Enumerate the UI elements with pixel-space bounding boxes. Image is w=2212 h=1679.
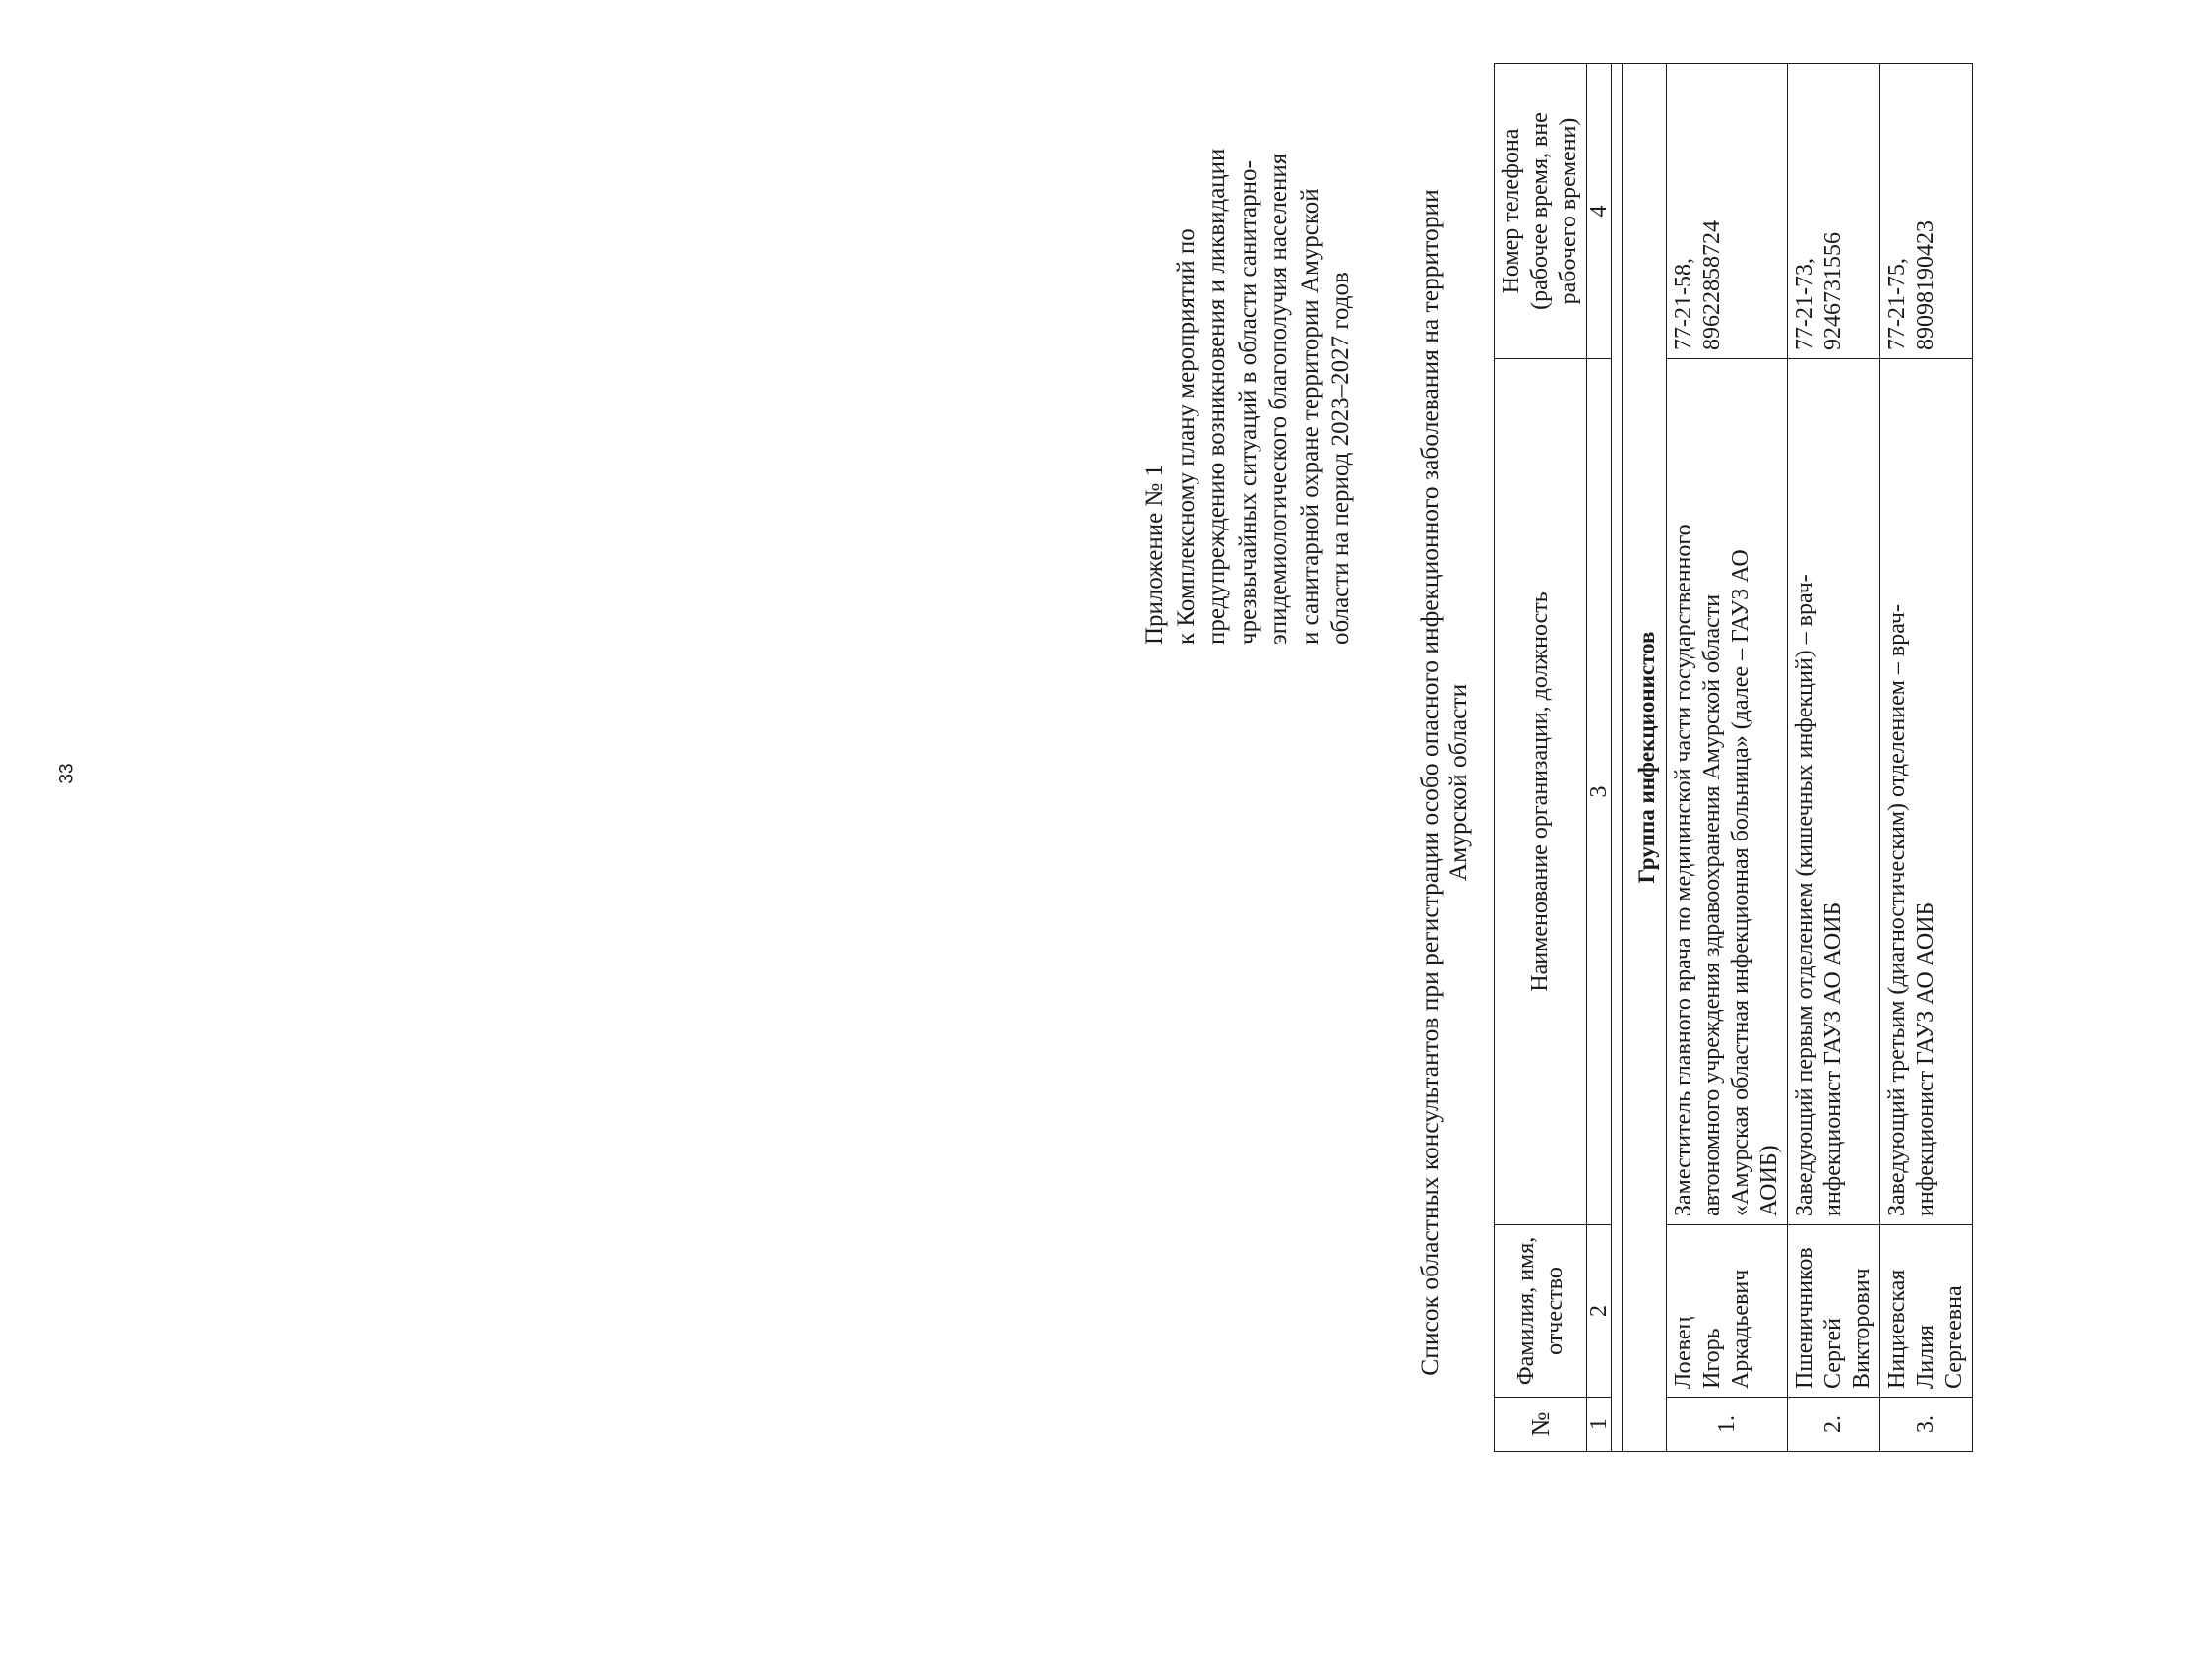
column-number: 4 — [1587, 64, 1612, 359]
rotated-page-content — [1130, 64, 2212, 1530]
name-part: Нициевская — [1884, 1269, 1910, 1389]
row-number: 3. — [1880, 1398, 1973, 1452]
org-line: Заместитель главного врача по медицинской части государственного — [1671, 524, 1696, 1216]
header-organization — [1495, 359, 1587, 1225]
header-text: (рабочее время, вне — [1527, 112, 1553, 310]
appendix-line: области на период 2023–2027 годов — [1327, 272, 1354, 645]
header-phone — [1495, 64, 1587, 359]
org-line: Заведующий первым отделением (кишечных инфекций) – врач- — [1792, 574, 1817, 1216]
header-full-name — [1495, 1225, 1587, 1398]
person-name — [1788, 1225, 1880, 1398]
name-part: Сергей — [1820, 1318, 1846, 1389]
column-number: 2 — [1587, 1225, 1612, 1398]
appendix-line: Приложение № 1 — [1141, 464, 1168, 645]
column-number: 1 — [1587, 1398, 1612, 1452]
organization-position — [1788, 359, 1880, 1225]
appendix-line: чрезвычайных ситуаций в области санитарно- — [1234, 160, 1261, 645]
list-title-line: Список областных консультантов при регистрации особо опасного инфекционного заболевания на территории — [1415, 189, 1444, 1376]
table-header-row — [1495, 64, 1587, 1452]
group-title: Группа инфекционистов — [1623, 64, 1667, 1452]
phone-numbers — [1667, 64, 1788, 359]
appendix-heading — [1139, 74, 1357, 645]
name-part: Пшеничников — [1792, 1247, 1817, 1389]
list-title-line: Амурской области — [1444, 683, 1472, 882]
org-line: Заведующий третьим (диагностическим) отделением – врач- — [1884, 604, 1910, 1216]
org-line: инфекционист ГАУЗ АО АОИБ — [1820, 902, 1846, 1216]
appendix-line: и санитарной охране территории Амурской — [1296, 188, 1323, 645]
header-text: Номер телефона — [1499, 128, 1524, 294]
header-text: № — [1526, 1411, 1555, 1437]
organization-position — [1667, 359, 1788, 1225]
row-number: 1. — [1667, 1398, 1788, 1452]
name-part: Игорь — [1699, 1328, 1725, 1389]
table-row — [1880, 64, 1973, 1452]
name-part: Аркадьевич — [1728, 1269, 1753, 1389]
person-name — [1880, 1225, 1973, 1398]
phone-line: 9246731556 — [1820, 232, 1846, 350]
phone-numbers — [1880, 64, 1973, 359]
appendix-line: эпидемиологического благополучия населения — [1265, 153, 1292, 645]
spacer-row — [1612, 64, 1623, 1452]
header-text: Фамилия, имя, — [1512, 1236, 1539, 1386]
name-part: Викторович — [1849, 1268, 1874, 1389]
org-line: автономного учреждения здравоохранения Амурской области — [1699, 593, 1725, 1216]
group-row — [1623, 64, 1667, 1452]
consultants-table — [1494, 63, 1973, 1452]
consultants-table-wrapper — [1494, 64, 1973, 1452]
phone-line: 77-21-73, — [1792, 258, 1817, 350]
name-part: Лоевец — [1671, 1316, 1696, 1389]
org-line: инфекционист ГАУЗ АО АОИБ — [1913, 902, 1938, 1216]
header-text: отчество — [1541, 1267, 1567, 1355]
spacer-cell — [1612, 64, 1623, 1452]
phone-line: 77-21-58, — [1671, 258, 1696, 350]
org-line: АОИБ) — [1756, 1145, 1782, 1216]
name-part: Сергеевна — [1941, 1285, 1967, 1389]
organization-position — [1880, 359, 1973, 1225]
list-title — [1415, 64, 1472, 1501]
phone-line: 89098190423 — [1913, 220, 1938, 350]
header-number — [1495, 1398, 1587, 1452]
row-number: 2. — [1788, 1398, 1880, 1452]
header-text: Наименование организации, должность — [1527, 591, 1553, 992]
column-number-row — [1587, 64, 1612, 1452]
appendix-line: к Комплексному плану мероприятий по — [1172, 228, 1199, 645]
table-row — [1788, 64, 1880, 1452]
name-part: Лилия — [1913, 1325, 1938, 1389]
header-text: рабочего времени) — [1556, 117, 1581, 305]
org-line: «Амурская областная инфекционная больница» (далее – ГАУЗ АО — [1728, 549, 1753, 1216]
phone-line: 77-21-75, — [1884, 258, 1910, 350]
column-number: 3 — [1587, 359, 1612, 1225]
appendix-line: предупреждению возникновения и ликвидации — [1203, 148, 1230, 645]
phone-line: 89622858724 — [1699, 220, 1725, 350]
page-number: 33 — [56, 763, 78, 784]
phone-numbers — [1788, 64, 1880, 359]
table-row — [1667, 64, 1788, 1452]
person-name — [1667, 1225, 1788, 1398]
